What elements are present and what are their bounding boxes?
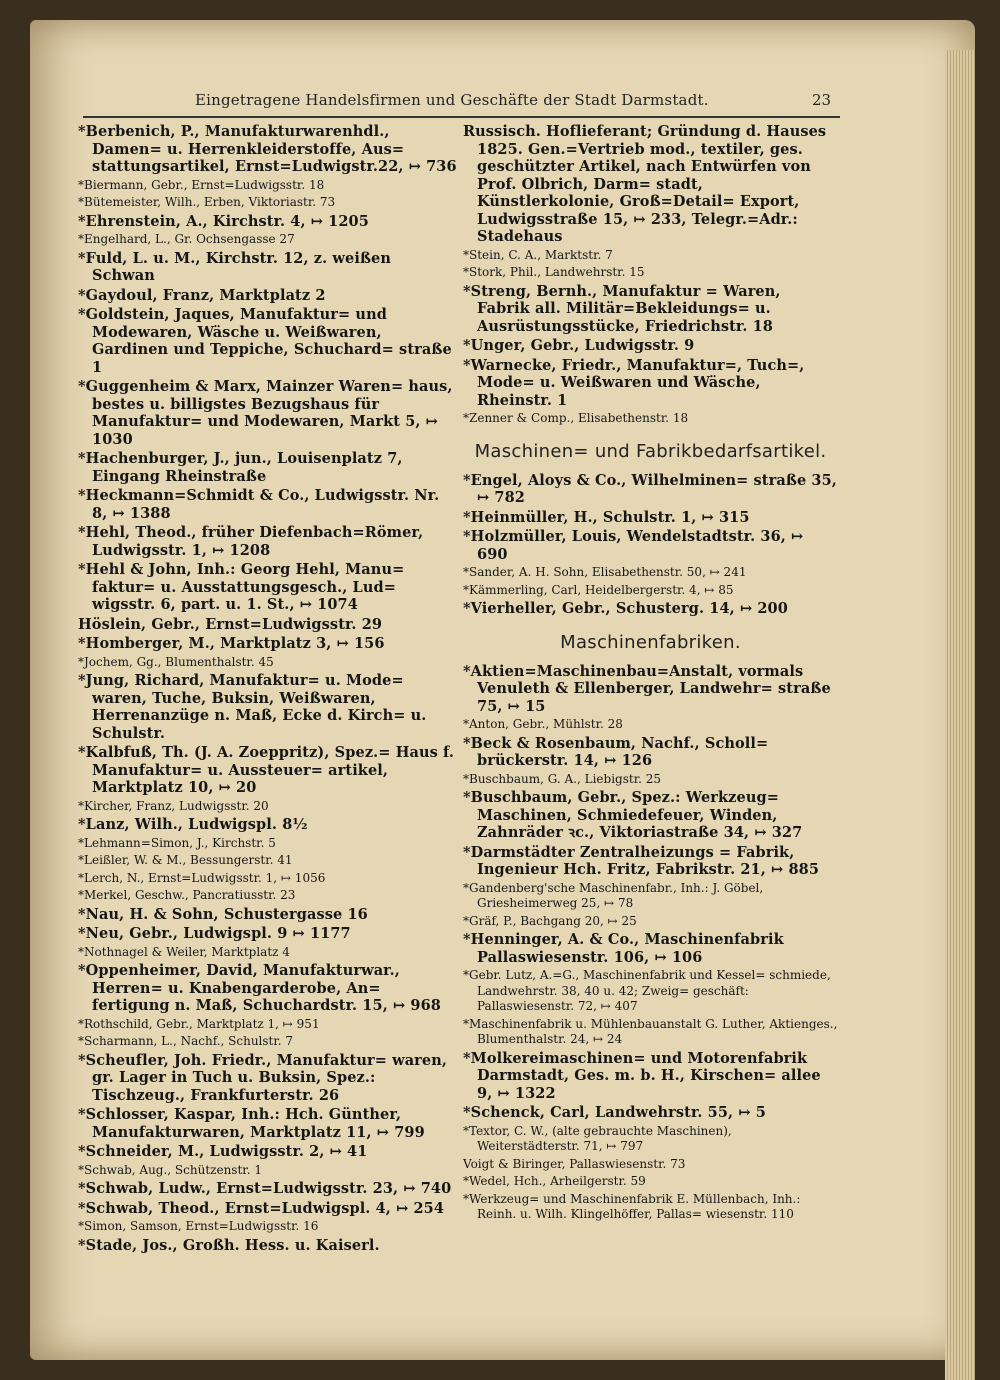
directory-entry: *Hehl, Theod., früher Diefenbach=Römer, Ludwigsstr. 1, ↦ 1208	[78, 524, 424, 559]
directory-entry: *Scharmann, L., Nachf., Schulstr. 7	[78, 1034, 294, 1048]
directory-entry: *Maschinenfabrik u. Mühlenbauanstalt G. Luther, Aktienges., Blumenthalstr. 24, ↦ 24	[463, 1016, 838, 1046]
section-heading-machine-factories: Maschinenfabriken.	[560, 631, 741, 653]
directory-entry: *Nothnagel & Weiler, Marktplatz 4	[78, 944, 290, 959]
directory-entry: *Simon, Samson, Ernst=Ludwigsstr. 16	[78, 1219, 319, 1233]
directory-entry: *Beck & Rosenbaum, Nachf., Scholl= brückerstr. 14, ↦ 126	[463, 734, 769, 769]
directory-entry: *Schwab, Ludw., Ernst=Ludwigsstr. 23, ↦ 740	[78, 1180, 452, 1197]
directory-entry: *Rothschild, Gebr., Marktplatz 1, ↦ 951	[78, 1016, 320, 1031]
directory-entry: *Leißler, W. & M., Bessungerstr. 41	[78, 853, 293, 867]
directory-entry: *Darmstädter Zentralheizungs = Fabrik, Ingenieur Hch. Fritz, Fabrikstr. 21, ↦ 885	[463, 843, 820, 878]
directory-entry: Russisch. Hoflieferant; Gründung d. Hauses 1825. Gen.=Vertrieb mod., textiler, ges. geschützter Artikel, nach Entwürfen von Prof. Olbrich, Darm= stadt, Künstlerkolonie, Groß=Detail= Export, Ludwigsstraße 15, ↦ 233, Telegr.=Adr.: Stadehaus	[463, 123, 827, 245]
directory-entry: Voigt & Biringer, Pallaswiesenstr. 73	[463, 1156, 686, 1171]
directory-entry: *Schlosser, Kaspar, Inh.: Hch. Günther, Manufakturwaren, Marktplatz 11, ↦ 799	[78, 1106, 425, 1141]
directory-entry: *Vierheller, Gebr., Schusterg. 14, ↦ 200	[463, 600, 788, 617]
directory-entry: *Henninger, A. & Co., Maschinenfabrik Pallaswiesenstr. 106, ↦ 106	[463, 931, 784, 966]
directory-entry: *Buschbaum, Gebr., Spez.: Werkzeug= Maschinen, Schmiedefeuer, Winden, Zahnräder ꝛc., Viktoriastraße 34, ↦ 327	[463, 789, 803, 841]
right-column	[463, 123, 838, 1225]
directory-entry: *Aktien=Maschinenbau=Anstalt, vormals Venuleth & Ellenberger, Landwehr= straße 75, ↦ 15	[463, 662, 831, 715]
directory-entry: *Warnecke, Friedr., Manufaktur=, Tuch=, Mode= u. Weißwaren und Wäsche, Rheinstr. 1	[463, 356, 805, 409]
directory-entry: *Molkereimaschinen= und Motorenfabrik Darmstadt, Ges. m. b. H., Kirschen= allee 9, ↦ 1322	[463, 1049, 821, 1102]
directory-entry: *Schwab, Theod., Ernst=Ludwigspl. 4, ↦ 254	[78, 1199, 445, 1217]
page-number: 23	[812, 91, 832, 109]
directory-entry: *Oppenheimer, David, Manufakturwar., Herren= u. Knabengarderobe, An= fertigung n. Maß, Schuchardstr. 15, ↦ 968	[78, 962, 441, 1014]
directory-entry: *Scheufler, Joh. Friedr., Manufaktur= waren, gr. Lager in Tuch u. Buksin, Spez.: Tischzeug., Frankfurterstr. 26	[78, 1051, 448, 1104]
directory-entry: *Nau, H. & Sohn, Schustergasse 16	[78, 905, 368, 923]
directory-entry: *Lehmann=Simon, J., Kirchstr. 5	[78, 835, 276, 850]
directory-entry: *Berbenich, P., Manufakturwarenhdl., Damen= u. Herrenkleiderstoffe, Aus= stattungsartikel, Ernst=Ludwigstr.22, ↦ 736	[78, 123, 457, 175]
directory-entry: *Jochem, Gg., Blumenthalstr. 45	[78, 654, 274, 669]
section-heading-machines-supplies: Maschinen= und Fabrikbedarfsartikel.	[474, 440, 827, 462]
directory-entry: *Stein, C. A., Marktstr. 7	[463, 247, 613, 262]
directory-entry: *Schneider, M., Ludwigsstr. 2, ↦ 41	[78, 1143, 368, 1160]
directory-entry: *Gebr. Lutz, A.=G., Maschinenfabrik und Kessel= schmiede, Landwehrstr. 38, 40 u. 42; Zweig= geschäft: Pallaswiesenstr. 72, ↦ 407	[463, 968, 831, 1013]
directory-entry: *Goldstein, Jaques, Manufaktur= und Modewaren, Wäsche u. Weißwaren, Gardinen und Teppiche, Schuchard= straße 1	[78, 306, 452, 376]
directory-entry: *Gandenberg'sche Maschinenfabr., Inh.: J. Göbel, Griesheimerweg 25, ↦ 78	[463, 880, 764, 910]
header-rule	[83, 116, 840, 118]
directory-entry: *Textor, C. W., (alte gebrauchte Maschinen), Weiterstädterstr. 71, ↦ 797	[463, 1123, 732, 1153]
directory-entry: *Bütemeister, Wilh., Erben, Viktoriastr. 73	[78, 195, 336, 209]
directory-entry: *Gräf, P., Bachgang 20, ↦ 25	[463, 913, 637, 928]
directory-entry: *Unger, Gebr., Ludwigsstr. 9	[463, 337, 695, 354]
directory-entry: *Werkzeug= und Maschinenfabrik E. Müllenbach, Inh.: Reinh. u. Wilh. Klingelhöffer, Pallas= wiesenstr. 110	[463, 1191, 801, 1221]
directory-entry: *Schenck, Carl, Landwehrstr. 55, ↦ 5	[463, 1104, 766, 1121]
directory-entry: *Fuld, L. u. M., Kirchstr. 12, z. weißen Schwan	[78, 249, 392, 284]
directory-entry: *Wedel, Hch., Arheilgerstr. 59	[463, 1174, 646, 1188]
page-header: Eingetragene Handelsfirmen und Geschäfte der Stadt Darmstadt.	[195, 91, 709, 109]
directory-entry: *Heinmüller, H., Schulstr. 1, ↦ 315	[463, 508, 750, 526]
directory-entry: *Sander, A. H. Sohn, Elisabethenstr. 50, ↦ 241	[463, 565, 747, 579]
directory-entry: *Stade, Jos., Großh. Hess. u. Kaiserl.	[78, 1236, 380, 1254]
directory-entry: *Holzmüller, Louis, Wendelstadtstr. 36, ↦ 690	[463, 528, 804, 563]
directory-entry: *Biermann, Gebr., Ernst=Ludwigsstr. 18	[78, 177, 325, 192]
directory-entry: *Engel, Aloys & Co., Wilhelminen= straße 35, ↦ 782	[463, 471, 837, 506]
directory-entry: *Kircher, Franz, Ludwigsstr. 20	[78, 798, 269, 813]
directory-entry: *Ehrenstein, A., Kirchstr. 4, ↦ 1205	[78, 212, 369, 230]
directory-entry: *Kalbfuß, Th. (J. A. Zoeppritz), Spez.= Haus f. Manufaktur= u. Aussteuer= artikel, Marktplatz 10, ↦ 20	[78, 744, 455, 796]
directory-entry: *Lanz, Wilh., Ludwigspl. 8½	[78, 816, 308, 833]
left-column	[78, 123, 458, 1256]
directory-entry: *Anton, Gebr., Mühlstr. 28	[463, 717, 623, 731]
directory-entry: *Guggenheim & Marx, Mainzer Waren= haus, bestes u. billigstes Bezugshaus für Manufaktur= und Modewaren, Markt 5, ↦ 1030	[78, 378, 453, 448]
directory-entry: *Hehl & John, Inh.: Georg Hehl, Manu= faktur= u. Ausstattungsgesch., Lud= wigsstr. 6, part. u. 1. St., ↦ 1074	[78, 561, 405, 613]
directory-entry: *Streng, Bernh., Manufaktur = Waren, Fabrik all. Militär=Bekleidungs= u. Ausrüstungsstücke, Friedrichstr. 18	[463, 282, 781, 335]
page-edge	[945, 50, 975, 1380]
directory-entry: *Heckmann=Schmidt & Co., Ludwigsstr. Nr. 8, ↦ 1388	[78, 487, 440, 522]
directory-entry: *Neu, Gebr., Ludwigspl. 9 ↦ 1177	[78, 925, 351, 942]
directory-entry: *Lerch, N., Ernst=Ludwigsstr. 1, ↦ 1056	[78, 870, 326, 885]
directory-entry: Höslein, Gebr., Ernst=Ludwigsstr. 29	[78, 615, 383, 633]
directory-entry: *Stork, Phil., Landwehrstr. 15	[463, 265, 645, 279]
directory-entry: *Schwab, Aug., Schützenstr. 1	[78, 1162, 262, 1177]
directory-entry: *Buschbaum, G. A., Liebigstr. 25	[463, 771, 662, 786]
directory-entry: *Homberger, M., Marktplatz 3, ↦ 156	[78, 635, 385, 652]
directory-entry: *Hachenburger, J., jun., Louisenplatz 7, Eingang Rheinstraße	[78, 450, 403, 485]
directory-entry: *Merkel, Geschw., Pancratiusstr. 23	[78, 888, 296, 902]
directory-entry: *Engelhard, L., Gr. Ochsengasse 27	[78, 232, 295, 246]
directory-entry: *Kämmerling, Carl, Heidelbergerstr. 4, ↦ 85	[463, 582, 734, 597]
directory-entry: *Jung, Richard, Manufaktur= u. Mode= waren, Tuche, Buksin, Weißwaren, Herrenanzüge n. Maß, Ecke d. Kirch= u. Schulstr.	[78, 672, 427, 742]
directory-entry: *Zenner & Comp., Elisabethenstr. 18	[463, 411, 689, 425]
directory-entry: *Gaydoul, Franz, Marktplatz 2	[78, 286, 326, 304]
